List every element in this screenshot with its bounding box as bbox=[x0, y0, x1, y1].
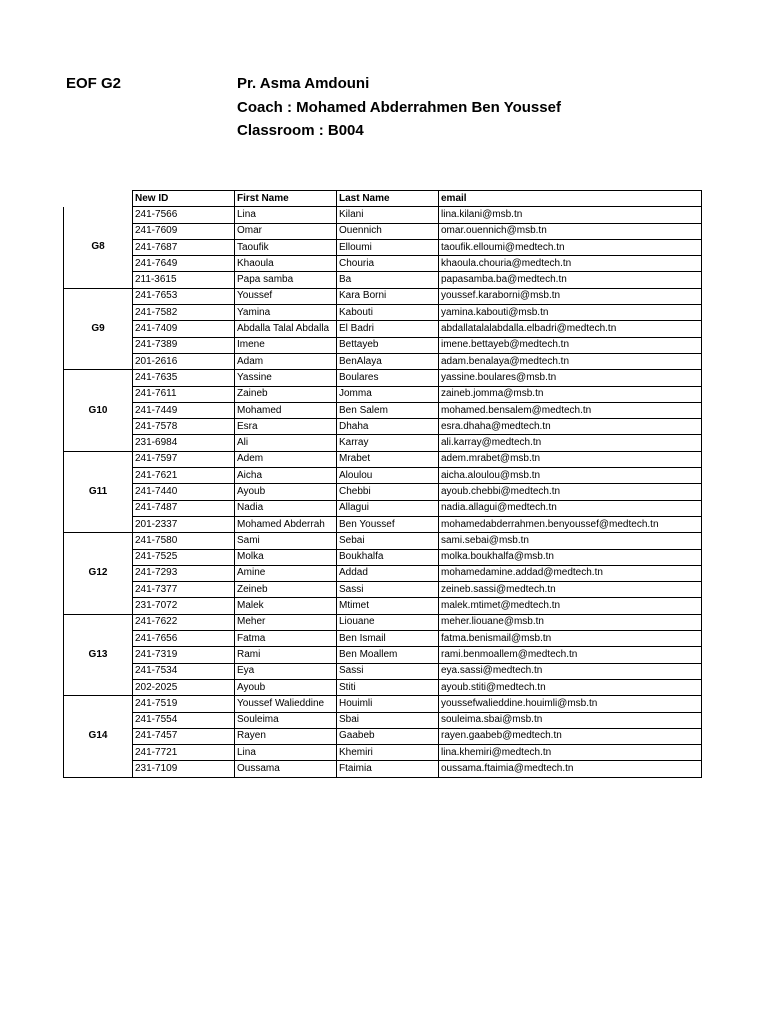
cell-email: ayoub.stiti@medtech.tn bbox=[439, 679, 702, 695]
cell-first-name: Youssef bbox=[235, 288, 337, 304]
cell-first-name: Aicha bbox=[235, 468, 337, 484]
cell-first-name: Taoufik bbox=[235, 239, 337, 255]
table-row bbox=[64, 663, 702, 679]
cell-last-name: Addad bbox=[337, 565, 439, 581]
group-label: G14 bbox=[64, 696, 133, 777]
table-row bbox=[64, 549, 702, 565]
cell-last-name: Ba bbox=[337, 272, 439, 288]
cell-email: ayoub.chebbi@medtech.tn bbox=[439, 484, 702, 500]
cell-email: aicha.aloulou@msb.tn bbox=[439, 468, 702, 484]
cell-email: taoufik.elloumi@medtech.tn bbox=[439, 239, 702, 255]
cell-last-name: Stiti bbox=[337, 679, 439, 695]
table-row bbox=[64, 386, 702, 402]
cell-last-name: Ben Salem bbox=[337, 402, 439, 418]
table-row bbox=[64, 614, 702, 630]
cell-first-name: Adem bbox=[235, 451, 337, 467]
cell-first-name: Omar bbox=[235, 223, 337, 239]
cell-first-name: Rami bbox=[235, 647, 337, 663]
table-row bbox=[64, 451, 702, 467]
cell-new-id: 241-7487 bbox=[133, 500, 235, 516]
cell-first-name: Eya bbox=[235, 663, 337, 679]
cell-first-name: Abdalla Talal Abdalla bbox=[235, 321, 337, 337]
cell-email: meher.liouane@msb.tn bbox=[439, 614, 702, 630]
cell-last-name: Sassi bbox=[337, 582, 439, 598]
group-column-header bbox=[64, 191, 133, 207]
cell-last-name: Kabouti bbox=[337, 305, 439, 321]
cell-last-name: Elloumi bbox=[337, 239, 439, 255]
cell-new-id: 231-6984 bbox=[133, 435, 235, 451]
cell-first-name: Oussama bbox=[235, 761, 337, 777]
cell-new-id: 241-7621 bbox=[133, 468, 235, 484]
group-label: G13 bbox=[64, 614, 133, 695]
cell-first-name: Zeineb bbox=[235, 582, 337, 598]
cell-email: abdallatalalabdalla.elbadri@medtech.tn bbox=[439, 321, 702, 337]
cell-new-id: 241-7554 bbox=[133, 712, 235, 728]
cell-first-name: Yamina bbox=[235, 305, 337, 321]
cell-last-name: Ben Ismail bbox=[337, 631, 439, 647]
cell-last-name: Jomma bbox=[337, 386, 439, 402]
cell-new-id: 201-2616 bbox=[133, 353, 235, 369]
cell-new-id: 241-7622 bbox=[133, 614, 235, 630]
cell-email: lina.kilani@msb.tn bbox=[439, 207, 702, 223]
table-row bbox=[64, 337, 702, 353]
cell-first-name: Ali bbox=[235, 435, 337, 451]
cell-email: lina.khemiri@medtech.tn bbox=[439, 745, 702, 761]
cell-first-name: Lina bbox=[235, 207, 337, 223]
group-label: G8 bbox=[64, 207, 133, 288]
cell-email: adam.benalaya@medtech.tn bbox=[439, 353, 702, 369]
cell-first-name: Molka bbox=[235, 549, 337, 565]
cell-first-name: Mohamed bbox=[235, 402, 337, 418]
cell-last-name: Allagui bbox=[337, 500, 439, 516]
group-label: G9 bbox=[64, 288, 133, 369]
cell-new-id: 241-7721 bbox=[133, 745, 235, 761]
cell-email: sami.sebai@msb.tn bbox=[439, 533, 702, 549]
cell-last-name: Bettayeb bbox=[337, 337, 439, 353]
table-row bbox=[64, 647, 702, 663]
cell-last-name: Ftaimia bbox=[337, 761, 439, 777]
cell-last-name: Khemiri bbox=[337, 745, 439, 761]
coach-name: Coach : Mohamed Abderrahmen Ben Youssef bbox=[237, 98, 561, 116]
cell-email: nadia.allagui@medtech.tn bbox=[439, 500, 702, 516]
cell-new-id: 241-7653 bbox=[133, 288, 235, 304]
column-header-email: email bbox=[439, 191, 702, 207]
column-header-first-name: First Name bbox=[235, 191, 337, 207]
cell-first-name: Rayen bbox=[235, 728, 337, 744]
cell-new-id: 241-7566 bbox=[133, 207, 235, 223]
cell-new-id: 241-7635 bbox=[133, 370, 235, 386]
cell-last-name: Ben Moallem bbox=[337, 647, 439, 663]
cell-first-name: Sami bbox=[235, 533, 337, 549]
roster-body bbox=[64, 207, 702, 777]
cell-first-name: Malek bbox=[235, 598, 337, 614]
cell-new-id: 241-7409 bbox=[133, 321, 235, 337]
cell-first-name: Esra bbox=[235, 419, 337, 435]
cell-new-id: 241-7582 bbox=[133, 305, 235, 321]
cell-last-name: Kilani bbox=[337, 207, 439, 223]
cell-email: omar.ouennich@msb.tn bbox=[439, 223, 702, 239]
cell-last-name: El Badri bbox=[337, 321, 439, 337]
cell-new-id: 241-7449 bbox=[133, 402, 235, 418]
cell-new-id: 241-7611 bbox=[133, 386, 235, 402]
cell-email: adem.mrabet@msb.tn bbox=[439, 451, 702, 467]
cell-email: papasamba.ba@medtech.tn bbox=[439, 272, 702, 288]
classroom-label: Classroom : B004 bbox=[237, 122, 364, 139]
cell-last-name: Aloulou bbox=[337, 468, 439, 484]
student-roster-table bbox=[63, 190, 702, 778]
cell-first-name: Adam bbox=[235, 353, 337, 369]
table-row bbox=[64, 207, 702, 223]
table-header-row bbox=[64, 191, 702, 207]
cell-email: souleima.sbai@msb.tn bbox=[439, 712, 702, 728]
cell-new-id: 241-7609 bbox=[133, 223, 235, 239]
cell-first-name: Ayoub bbox=[235, 679, 337, 695]
table-row bbox=[64, 223, 702, 239]
table-row bbox=[64, 305, 702, 321]
cell-last-name: Chebbi bbox=[337, 484, 439, 500]
cell-last-name: Mrabet bbox=[337, 451, 439, 467]
group-label: G10 bbox=[64, 370, 133, 451]
cell-new-id: 241-7519 bbox=[133, 696, 235, 712]
cell-first-name: Nadia bbox=[235, 500, 337, 516]
cell-email: ali.karray@medtech.tn bbox=[439, 435, 702, 451]
cell-last-name: Dhaha bbox=[337, 419, 439, 435]
cell-last-name: Boukhalfa bbox=[337, 549, 439, 565]
cell-first-name: Ayoub bbox=[235, 484, 337, 500]
table-row bbox=[64, 484, 702, 500]
cell-new-id: 241-7377 bbox=[133, 582, 235, 598]
cell-new-id: 241-7597 bbox=[133, 451, 235, 467]
cell-email: fatma.benismail@msb.tn bbox=[439, 631, 702, 647]
table-row bbox=[64, 239, 702, 255]
cell-email: mohamedamine.addad@medtech.tn bbox=[439, 565, 702, 581]
cell-new-id: 241-7440 bbox=[133, 484, 235, 500]
cell-email: esra.dhaha@medtech.tn bbox=[439, 419, 702, 435]
table-row bbox=[64, 468, 702, 484]
table-row bbox=[64, 272, 702, 288]
cell-new-id: 231-7109 bbox=[133, 761, 235, 777]
cell-email: youssef.karaborni@msb.tn bbox=[439, 288, 702, 304]
table-row bbox=[64, 728, 702, 744]
cell-email: zaineb.jomma@msb.tn bbox=[439, 386, 702, 402]
table-row bbox=[64, 419, 702, 435]
table-row bbox=[64, 679, 702, 695]
cell-new-id: 241-7578 bbox=[133, 419, 235, 435]
cell-email: rami.benmoallem@medtech.tn bbox=[439, 647, 702, 663]
cell-last-name: Boulares bbox=[337, 370, 439, 386]
cell-first-name: Imene bbox=[235, 337, 337, 353]
cell-first-name: Papa samba bbox=[235, 272, 337, 288]
cell-last-name: Gaabeb bbox=[337, 728, 439, 744]
cell-new-id: 231-7072 bbox=[133, 598, 235, 614]
professor-name: Pr. Asma Amdouni bbox=[237, 75, 370, 92]
table-row bbox=[64, 565, 702, 581]
table-row bbox=[64, 435, 702, 451]
group-label: G11 bbox=[64, 451, 133, 532]
table-row bbox=[64, 353, 702, 369]
cell-new-id: 241-7525 bbox=[133, 549, 235, 565]
cell-first-name: Lina bbox=[235, 745, 337, 761]
cell-email: mohamedabderrahmen.benyoussef@medtech.tn bbox=[439, 516, 702, 532]
table-row bbox=[64, 582, 702, 598]
cell-email: yamina.kabouti@msb.tn bbox=[439, 305, 702, 321]
cell-first-name: Yassine bbox=[235, 370, 337, 386]
column-header-new-id: New ID bbox=[133, 191, 235, 207]
cell-email: oussama.ftaimia@medtech.tn bbox=[439, 761, 702, 777]
cell-last-name: Sbai bbox=[337, 712, 439, 728]
table-row bbox=[64, 745, 702, 761]
cell-first-name: Meher bbox=[235, 614, 337, 630]
cell-new-id: 241-7649 bbox=[133, 256, 235, 272]
column-header-last-name: Last Name bbox=[337, 191, 439, 207]
table-row bbox=[64, 516, 702, 532]
cell-last-name: Kara Borni bbox=[337, 288, 439, 304]
table-row bbox=[64, 761, 702, 777]
group-label: G12 bbox=[64, 533, 133, 614]
table-row bbox=[64, 533, 702, 549]
cell-email: mohamed.bensalem@medtech.tn bbox=[439, 402, 702, 418]
cell-email: rayen.gaabeb@medtech.tn bbox=[439, 728, 702, 744]
cell-new-id: 241-7534 bbox=[133, 663, 235, 679]
cell-last-name: Sassi bbox=[337, 663, 439, 679]
cell-last-name: Mtimet bbox=[337, 598, 439, 614]
cell-first-name: Amine bbox=[235, 565, 337, 581]
cell-new-id: 241-7580 bbox=[133, 533, 235, 549]
table-row bbox=[64, 370, 702, 386]
table-row bbox=[64, 696, 702, 712]
cell-email: eya.sassi@medtech.tn bbox=[439, 663, 702, 679]
cell-new-id: 201-2337 bbox=[133, 516, 235, 532]
cell-new-id: 241-7656 bbox=[133, 631, 235, 647]
cell-last-name: Ben Youssef bbox=[337, 516, 439, 532]
cell-new-id: 241-7319 bbox=[133, 647, 235, 663]
course-info-block bbox=[237, 72, 561, 143]
cell-email: khaoula.chouria@medtech.tn bbox=[439, 256, 702, 272]
cell-last-name: BenAlaya bbox=[337, 353, 439, 369]
table-row bbox=[64, 288, 702, 304]
table-row bbox=[64, 631, 702, 647]
cell-first-name: Zaineb bbox=[235, 386, 337, 402]
cell-email: molka.boukhalfa@msb.tn bbox=[439, 549, 702, 565]
cell-new-id: 202-2025 bbox=[133, 679, 235, 695]
cell-first-name: Fatma bbox=[235, 631, 337, 647]
table-row bbox=[64, 402, 702, 418]
cell-new-id: 241-7687 bbox=[133, 239, 235, 255]
table-row bbox=[64, 598, 702, 614]
cell-new-id: 241-7389 bbox=[133, 337, 235, 353]
cell-last-name: Houimli bbox=[337, 696, 439, 712]
cell-email: youssefwalieddine.houimli@msb.tn bbox=[439, 696, 702, 712]
table-row bbox=[64, 256, 702, 272]
cell-email: malek.mtimet@medtech.tn bbox=[439, 598, 702, 614]
cell-last-name: Sebai bbox=[337, 533, 439, 549]
cell-last-name: Ouennich bbox=[337, 223, 439, 239]
cell-email: imene.bettayeb@medtech.tn bbox=[439, 337, 702, 353]
table-row bbox=[64, 712, 702, 728]
cell-last-name: Karray bbox=[337, 435, 439, 451]
cell-first-name: Youssef Walieddine bbox=[235, 696, 337, 712]
cell-first-name: Mohamed Abderrah bbox=[235, 516, 337, 532]
table-row bbox=[64, 500, 702, 516]
cell-email: yassine.boulares@msb.tn bbox=[439, 370, 702, 386]
cell-last-name: Chouria bbox=[337, 256, 439, 272]
cell-new-id: 241-7293 bbox=[133, 565, 235, 581]
cell-new-id: 241-7457 bbox=[133, 728, 235, 744]
cell-new-id: 211-3615 bbox=[133, 272, 235, 288]
table-row bbox=[64, 321, 702, 337]
course-title: EOF G2 bbox=[66, 75, 122, 92]
cell-email: zeineb.sassi@medtech.tn bbox=[439, 582, 702, 598]
cell-first-name: Khaoula bbox=[235, 256, 337, 272]
cell-last-name: Liouane bbox=[337, 614, 439, 630]
cell-first-name: Souleima bbox=[235, 712, 337, 728]
